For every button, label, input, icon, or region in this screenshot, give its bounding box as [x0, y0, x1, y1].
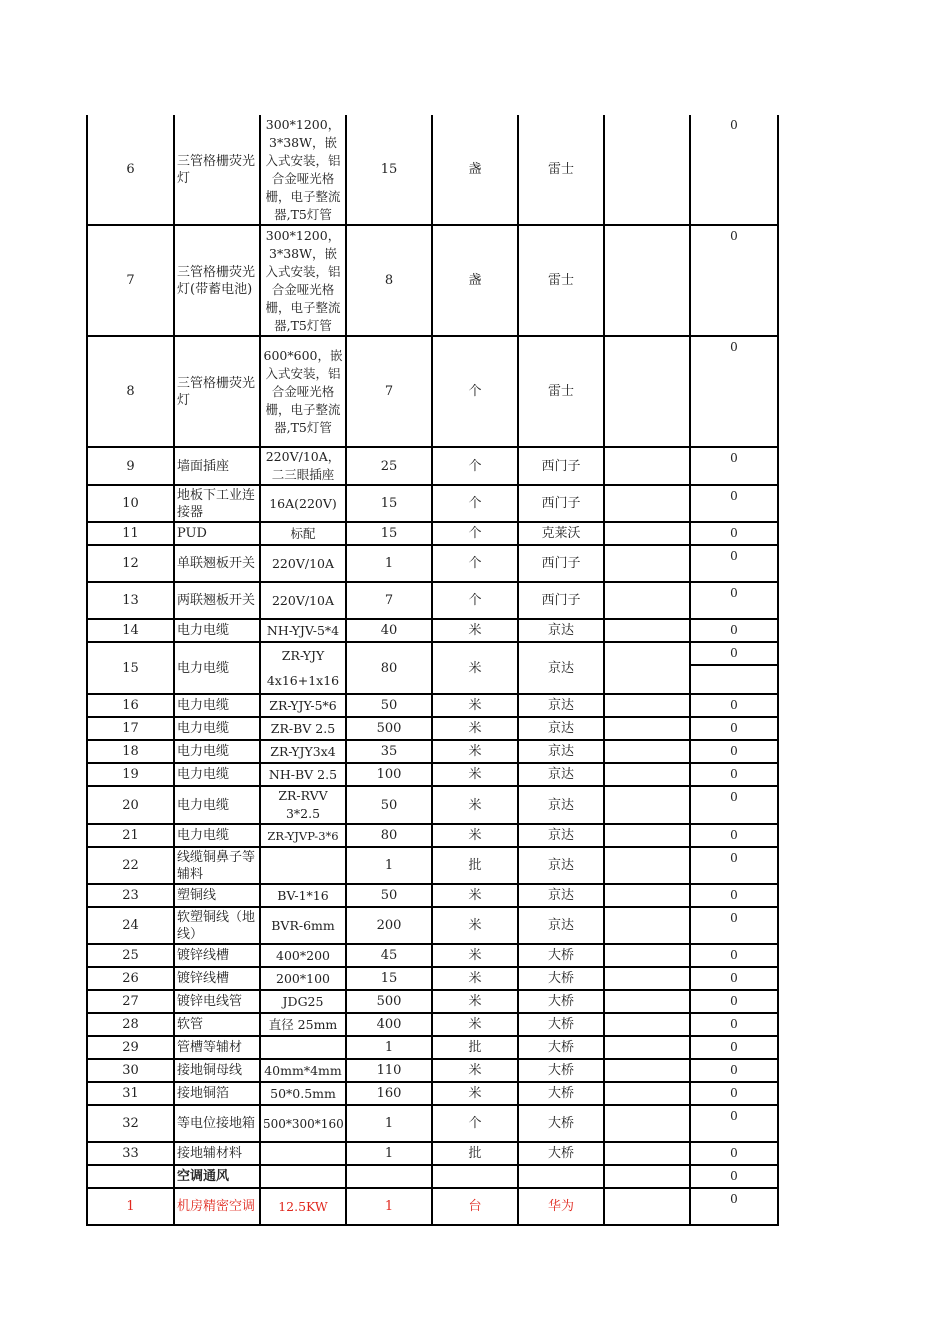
item-quantity: 45: [346, 944, 432, 967]
table-row: [87, 1105, 778, 1142]
item-spec: 300*1200，3*38W，嵌入式安装，铝合金哑光格栅，电子整流器,T5灯管: [260, 225, 346, 336]
table-row: [87, 642, 778, 694]
item-brand: 克莱沃: [518, 522, 604, 545]
row-number: 16: [87, 694, 174, 717]
item-name: 镀锌电线管: [174, 990, 260, 1013]
item-name: 电力电缆: [174, 786, 260, 824]
item-name: 墙面插座: [174, 447, 260, 485]
item-quantity: 50: [346, 694, 432, 717]
item-unit-price: [604, 545, 690, 582]
item-unit-price: [604, 336, 690, 447]
table-row: [87, 786, 778, 824]
item-unit-price: [604, 847, 690, 884]
row-number: 11: [87, 522, 174, 545]
item-brand: 雷士: [518, 336, 604, 447]
item-amount: 0: [690, 1165, 778, 1188]
item-unit-price: [604, 1013, 690, 1036]
item-spec: 300*1200，3*38W，嵌入式安装，铝合金哑光格栅，电子整流器,T5灯管: [260, 115, 346, 225]
row-number: 13: [87, 582, 174, 619]
table-row: [87, 717, 778, 740]
item-unit: 米: [432, 907, 518, 944]
item-amount: 0: [690, 619, 778, 642]
item-name: 单联翘板开关: [174, 545, 260, 582]
item-name: 三管格栅荧光灯(带蓄电池): [174, 225, 260, 336]
row-number: 31: [87, 1082, 174, 1105]
item-name: 镀锌线槽: [174, 967, 260, 990]
item-brand: 京达: [518, 740, 604, 763]
row-number: 23: [87, 884, 174, 907]
item-amount: 0: [690, 115, 778, 225]
item-unit: 米: [432, 786, 518, 824]
item-brand: 大桥: [518, 1142, 604, 1165]
row-number: 14: [87, 619, 174, 642]
row-number: 24: [87, 907, 174, 944]
item-unit-price: [604, 990, 690, 1013]
item-amount: 0: [690, 786, 778, 824]
item-spec: [260, 1142, 346, 1165]
item-name: 三管格栅荧光灯: [174, 115, 260, 225]
item-quantity: 500: [346, 717, 432, 740]
row-number: 33: [87, 1142, 174, 1165]
item-amount: 0: [690, 1059, 778, 1082]
table-row: [87, 1036, 778, 1059]
row-number: 29: [87, 1036, 174, 1059]
item-quantity: 1: [346, 1142, 432, 1165]
item-unit: 盏: [432, 225, 518, 336]
item-unit: 个: [432, 545, 518, 582]
item-unit: 米: [432, 763, 518, 786]
item-spec: 220V/10A: [260, 545, 346, 582]
item-spec: 500*300*160: [260, 1105, 346, 1142]
item-unit-price: [604, 485, 690, 522]
table-row: [87, 1059, 778, 1082]
item-unit: 个: [432, 447, 518, 485]
item-name: 电力电缆: [174, 694, 260, 717]
row-number: 20: [87, 786, 174, 824]
item-unit-price: [604, 447, 690, 485]
item-name: 电力电缆: [174, 740, 260, 763]
row-number: 18: [87, 740, 174, 763]
item-brand: 大桥: [518, 1036, 604, 1059]
item-quantity: 1: [346, 1036, 432, 1059]
item-amount: 0: [690, 990, 778, 1013]
row-number: [87, 1165, 174, 1188]
row-number: 26: [87, 967, 174, 990]
item-unit-price: [604, 1188, 690, 1225]
item-spec: NH-YJV-5*4: [260, 619, 346, 642]
table-row: [87, 694, 778, 717]
item-brand: 京达: [518, 824, 604, 847]
item-brand: 京达: [518, 884, 604, 907]
item-unit: 米: [432, 717, 518, 740]
item-unit: 台: [432, 1188, 518, 1225]
item-brand: 大桥: [518, 1013, 604, 1036]
item-quantity: 80: [346, 824, 432, 847]
item-spec: 400*200: [260, 944, 346, 967]
item-name: 电力电缆: [174, 717, 260, 740]
item-spec: 220V/10A，二三眼插座: [260, 447, 346, 485]
item-unit: 米: [432, 1082, 518, 1105]
item-amount: 0: [690, 740, 778, 763]
item-unit-price: [604, 1059, 690, 1082]
item-brand: 京达: [518, 717, 604, 740]
item-unit: 米: [432, 619, 518, 642]
item-name: 电力电缆: [174, 824, 260, 847]
item-quantity: 8: [346, 225, 432, 336]
item-spec: ZR-YJY 4x16+1x16: [260, 642, 346, 694]
table-row: [87, 1142, 778, 1165]
item-unit: 个: [432, 485, 518, 522]
item-quantity: 40: [346, 619, 432, 642]
row-number: 15: [87, 642, 174, 694]
item-spec: ZR-YJY-5*6: [260, 694, 346, 717]
item-unit: 个: [432, 336, 518, 447]
item-spec: 12.5KW: [260, 1188, 346, 1225]
section-title: 空调通风: [174, 1165, 260, 1188]
item-quantity: 50: [346, 884, 432, 907]
item-unit-price: [604, 522, 690, 545]
item-unit-price: [604, 717, 690, 740]
item-brand: 京达: [518, 619, 604, 642]
item-spec: BVR-6mm: [260, 907, 346, 944]
item-name: 地板下工业连接器: [174, 485, 260, 522]
item-unit-price: [604, 694, 690, 717]
item-unit: 米: [432, 740, 518, 763]
row-number: 28: [87, 1013, 174, 1036]
item-brand: 京达: [518, 642, 604, 694]
row-number: 12: [87, 545, 174, 582]
item-name: 等电位接地箱: [174, 1105, 260, 1142]
item-spec: JDG25: [260, 990, 346, 1013]
table-row: [87, 545, 778, 582]
table-row: [87, 884, 778, 907]
item-amount: 0: [690, 907, 778, 944]
item-name: 线缆铜鼻子等辅料: [174, 847, 260, 884]
item-brand: 京达: [518, 694, 604, 717]
item-unit: 批: [432, 847, 518, 884]
item-amount: 0: [690, 1013, 778, 1036]
item-unit-price: [604, 619, 690, 642]
table-row: [87, 990, 778, 1013]
item-brand: 雷士: [518, 115, 604, 225]
item-brand: 京达: [518, 763, 604, 786]
item-unit: 批: [432, 1142, 518, 1165]
table-row: [87, 847, 778, 884]
item-unit-price: [604, 642, 690, 694]
table-row: [87, 485, 778, 522]
item-brand: 西门子: [518, 485, 604, 522]
item-unit-price: [604, 1082, 690, 1105]
item-unit: 米: [432, 967, 518, 990]
item-amount: 0: [690, 336, 778, 447]
item-brand: 京达: [518, 786, 604, 824]
item-amount: 0: [690, 545, 778, 582]
table-row: [87, 582, 778, 619]
item-unit: 个: [432, 522, 518, 545]
item-unit-price: [604, 967, 690, 990]
item-name: 管槽等辅材: [174, 1036, 260, 1059]
item-amount: 0: [690, 847, 778, 884]
item-unit: 米: [432, 824, 518, 847]
row-number: 6: [87, 115, 174, 225]
row-number: 8: [87, 336, 174, 447]
item-quantity: 1: [346, 847, 432, 884]
table-row: [87, 447, 778, 485]
item-amount: 0: [690, 967, 778, 990]
item-quantity: 15: [346, 967, 432, 990]
materials-table: [86, 115, 779, 1226]
item-amount: 0: [690, 447, 778, 485]
row-number: 27: [87, 990, 174, 1013]
item-brand: 大桥: [518, 1059, 604, 1082]
item-brand: 京达: [518, 907, 604, 944]
item-name: 电力电缆: [174, 619, 260, 642]
item-name: 接地辅材料: [174, 1142, 260, 1165]
item-quantity: 15: [346, 115, 432, 225]
item-amount: 0: [690, 824, 778, 847]
table-row: [87, 336, 778, 447]
table-row: [87, 967, 778, 990]
item-unit: 米: [432, 642, 518, 694]
item-unit: 米: [432, 884, 518, 907]
item-brand: 大桥: [518, 1082, 604, 1105]
section-header-row: [87, 1165, 778, 1188]
item-amount: 0: [690, 582, 778, 619]
item-spec: 16A(220V): [260, 485, 346, 522]
item-amount: 0: [690, 717, 778, 740]
item-spec: ZR-BV 2.5: [260, 717, 346, 740]
item-spec: [260, 1036, 346, 1059]
item-quantity: 100: [346, 763, 432, 786]
table-row: [87, 944, 778, 967]
item-unit: 米: [432, 1059, 518, 1082]
item-amount: 0: [690, 694, 778, 717]
row-number: 22: [87, 847, 174, 884]
item-unit: 盏: [432, 115, 518, 225]
item-spec: 标配: [260, 522, 346, 545]
table-row: [87, 522, 778, 545]
row-number: 9: [87, 447, 174, 485]
item-quantity: 80: [346, 642, 432, 694]
item-brand: 西门子: [518, 447, 604, 485]
item-brand: 西门子: [518, 545, 604, 582]
item-quantity: 15: [346, 485, 432, 522]
item-amount: 0: [690, 763, 778, 786]
bill-of-materials-sheet: [86, 115, 777, 1226]
item-quantity: 1: [346, 1188, 432, 1225]
item-spec: 200*100: [260, 967, 346, 990]
item-unit-price: [604, 944, 690, 967]
item-amount-value: 0: [730, 646, 738, 660]
item-unit-price: [604, 824, 690, 847]
item-unit-price: [604, 1165, 690, 1188]
item-unit-price: [604, 225, 690, 336]
item-unit: 个: [432, 1105, 518, 1142]
table-row: [87, 225, 778, 336]
item-brand: 大桥: [518, 1105, 604, 1142]
item-quantity: 160: [346, 1082, 432, 1105]
item-name: PUD: [174, 522, 260, 545]
item-quantity: 50: [346, 786, 432, 824]
item-brand: 京达: [518, 847, 604, 884]
item-amount: 0: [690, 225, 778, 336]
item-spec: 50*0.5mm: [260, 1082, 346, 1105]
item-quantity: 200: [346, 907, 432, 944]
item-brand: 大桥: [518, 944, 604, 967]
item-name: 镀锌线槽: [174, 944, 260, 967]
table-row: [87, 1082, 778, 1105]
row-number: 19: [87, 763, 174, 786]
item-spec: ZR-YJVP-3*6: [260, 824, 346, 847]
item-unit-price: [604, 1142, 690, 1165]
row-number: 10: [87, 485, 174, 522]
item-unit-price: [604, 786, 690, 824]
item-quantity: 25: [346, 447, 432, 485]
row-number: 32: [87, 1105, 174, 1142]
table-row: [87, 763, 778, 786]
item-quantity: 7: [346, 582, 432, 619]
item-name: 三管格栅荧光灯: [174, 336, 260, 447]
item-unit-price: [604, 582, 690, 619]
item-amount: 0: [690, 1105, 778, 1142]
item-quantity: 500: [346, 990, 432, 1013]
item-spec: ZR-YJY3x4: [260, 740, 346, 763]
item-brand: 大桥: [518, 967, 604, 990]
item-amount: 0: [690, 1142, 778, 1165]
item-brand: 大桥: [518, 990, 604, 1013]
item-spec: 直径 25mm: [260, 1013, 346, 1036]
item-unit-price: [604, 740, 690, 763]
item-spec: [260, 1165, 346, 1188]
row-number: 30: [87, 1059, 174, 1082]
item-unit: 米: [432, 1013, 518, 1036]
item-amount: [690, 642, 778, 694]
item-brand: 华为: [518, 1188, 604, 1225]
table-row: [87, 1013, 778, 1036]
item-quantity: [346, 1165, 432, 1188]
item-unit-price: [604, 907, 690, 944]
item-unit-price: [604, 1105, 690, 1142]
item-brand: 西门子: [518, 582, 604, 619]
table-row-highlighted: [87, 1188, 778, 1225]
item-spec: [260, 847, 346, 884]
item-unit-price: [604, 115, 690, 225]
item-name: 接地铜箔: [174, 1082, 260, 1105]
table-row: [87, 907, 778, 944]
item-quantity: 15: [346, 522, 432, 545]
item-unit: 米: [432, 694, 518, 717]
item-quantity: 400: [346, 1013, 432, 1036]
item-unit: 批: [432, 1036, 518, 1059]
row-number: 17: [87, 717, 174, 740]
item-amount: 0: [690, 884, 778, 907]
row-number: 7: [87, 225, 174, 336]
item-spec: BV-1*16: [260, 884, 346, 907]
item-quantity: 7: [346, 336, 432, 447]
item-unit-price: [604, 1036, 690, 1059]
item-brand: 雷士: [518, 225, 604, 336]
item-unit-price: [604, 884, 690, 907]
item-quantity: 110: [346, 1059, 432, 1082]
item-quantity: 1: [346, 545, 432, 582]
item-quantity: 1: [346, 1105, 432, 1142]
table-row: [87, 115, 778, 225]
item-unit: 米: [432, 990, 518, 1013]
row-number: 21: [87, 824, 174, 847]
row-number: 25: [87, 944, 174, 967]
item-quantity: 35: [346, 740, 432, 763]
item-spec: 600*600，嵌入式安装，铝合金哑光格栅，电子整流器,T5灯管: [260, 336, 346, 447]
item-spec: NH-BV 2.5: [260, 763, 346, 786]
item-unit: 个: [432, 582, 518, 619]
item-name: 电力电缆: [174, 763, 260, 786]
cell-divider: [690, 664, 778, 666]
item-name: 接地铜母线: [174, 1059, 260, 1082]
item-unit: [432, 1165, 518, 1188]
item-brand: [518, 1165, 604, 1188]
item-name: 两联翘板开关: [174, 582, 260, 619]
table-row: [87, 824, 778, 847]
item-name: 电力电缆: [174, 642, 260, 694]
item-spec: ZR-RVV 3*2.5: [260, 786, 346, 824]
item-unit: 米: [432, 944, 518, 967]
item-name: 塑铜线: [174, 884, 260, 907]
item-name: 软管: [174, 1013, 260, 1036]
item-amount: 0: [690, 1082, 778, 1105]
item-unit-price: [604, 763, 690, 786]
item-name: 机房精密空调: [174, 1188, 260, 1225]
item-amount: 0: [690, 522, 778, 545]
item-name: 软塑铜线（地线）: [174, 907, 260, 944]
item-amount: 0: [690, 1036, 778, 1059]
item-amount: 0: [690, 485, 778, 522]
row-number: 1: [87, 1188, 174, 1225]
item-amount: 0: [690, 1188, 778, 1225]
item-spec: 40mm*4mm: [260, 1059, 346, 1082]
item-spec: 220V/10A: [260, 582, 346, 619]
table-row: [87, 619, 778, 642]
table-row: [87, 740, 778, 763]
item-amount: 0: [690, 944, 778, 967]
